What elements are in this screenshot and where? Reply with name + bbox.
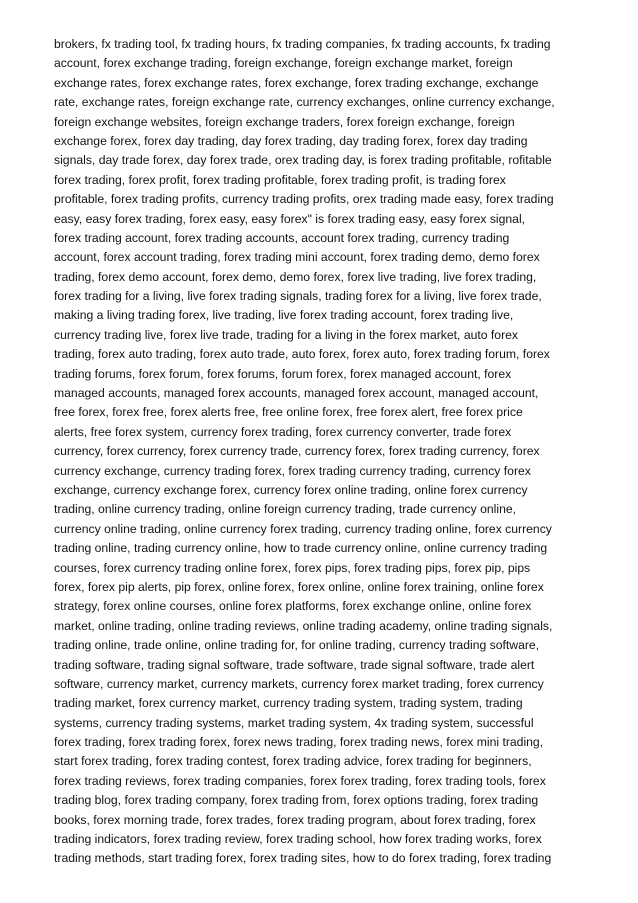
text-line: trading blog, forex trading company, forex trading from, forex options trading, forex trading (54, 793, 539, 808)
text-line: account, forex account trading, forex trading mini account, forex trading demo, demo forex (54, 250, 540, 265)
text-line: currency, forex currency, forex currency trade, currency forex, forex trading currency, forex (54, 444, 540, 459)
text-line: signals, day trade forex, day forex trade, orex trading day, is forex trading profitable, rofitable (54, 153, 552, 168)
text-line: exchange forex, forex day trading, day forex trading, day trading forex, forex day trading (54, 133, 528, 148)
keyword-paragraph (54, 35, 614, 869)
text-line: currency trading live, forex live trade, trading for a living in the forex market, auto forex (54, 327, 519, 342)
text-line: foreign exchange websites, foreign exchange traders, forex foreign exchange, foreign (54, 114, 515, 129)
text-line: currency online trading, online currency forex trading, currency trading online, forex currency (54, 521, 552, 536)
text-line: market, online trading, online trading reviews, online trading academy, online trading signals, (54, 618, 553, 633)
text-line: rate, exchange rates, foreign exchange rate, currency exchanges, online currency exchange, (54, 95, 555, 110)
text-line: trading online, trading currency online, how to trade currency online, online currency trading (54, 541, 548, 556)
text-line: trading indicators, forex trading review, forex trading school, how forex trading works, forex (54, 832, 542, 847)
text-line: brokers, fx trading tool, fx trading hours, fx trading companies, fx trading accounts, fx trading (54, 37, 551, 51)
text-line: currency exchange, currency trading forex, forex trading currency trading, currency forex (54, 463, 531, 478)
text-line: forex trading reviews, forex trading companies, forex forex trading, forex trading tools, forex (54, 773, 546, 788)
text-line: forex trading account, forex trading accounts, account forex trading, currency trading (54, 230, 510, 245)
text-line: forex trading for a living, live forex trading signals, trading forex for a living, live forex trade, (54, 289, 542, 304)
text-line: start forex trading, forex trading contest, forex trading advice, forex trading for beginners, (54, 754, 532, 769)
text-line: exchange, currency exchange forex, currency forex online trading, online forex currency (54, 482, 528, 497)
text-line: trading methods, start trading forex, forex trading sites, how to do forex trading, forex trading (54, 851, 552, 866)
text-line: account, forex exchange trading, foreign exchange, foreign exchange market, foreign (54, 56, 513, 71)
text-line: free forex, forex free, forex alerts free, free online forex, free forex alert, free forex price (54, 405, 523, 420)
text-line: easy, easy forex trading, forex easy, easy forex" is forex trading easy, easy forex signal, (54, 211, 526, 226)
text-line: making a living trading forex, live trading, live forex trading account, forex trading live, (54, 308, 514, 323)
text-line: trading, forex auto trading, forex auto trade, auto forex, forex auto, forex trading forum, forex (54, 347, 550, 362)
text-line: exchange rates, forex exchange rates, forex exchange, forex trading exchange, exchange (54, 75, 539, 90)
text-line: courses, forex currency trading online forex, forex pips, forex trading pips, forex pip, pips (54, 560, 531, 575)
text-line: trading forums, forex forum, forex forums, forum forex, forex managed account, forex (54, 366, 512, 381)
text-line: systems, currency trading systems, market trading system, 4x trading system, successful (54, 715, 534, 730)
text-line: alerts, free forex system, currency forex trading, forex currency converter, trade forex (54, 424, 512, 439)
text-line: trading, online currency trading, online foreign currency trading, trade currency online, (54, 502, 517, 517)
text-line: software, currency market, currency markets, currency forex market trading, forex currency (54, 676, 544, 691)
text-line: books, forex morning trade, forex trades, forex trading program, about forex trading, forex (54, 812, 536, 827)
text-line: forex trading, forex profit, forex trading profitable, forex trading profit, is trading forex (54, 172, 506, 187)
text-line: trading online, trade online, online trading for, for online trading, currency trading software, (54, 638, 540, 653)
text-line: forex trading, forex trading forex, forex news trading, forex trading news, forex mini trading, (54, 735, 544, 750)
text-line: strategy, forex online courses, online forex platforms, forex exchange online, online forex (54, 599, 532, 614)
text-line: trading, forex demo account, forex demo, demo forex, forex live trading, live forex trading, (54, 269, 537, 284)
text-line: trading software, trading signal software, trade software, trade signal software, trade alert (54, 657, 535, 672)
text-line: trading market, forex currency market, currency trading system, trading system, trading (54, 696, 523, 711)
text-line: forex, forex pip alerts, pip forex, online forex, forex online, online forex training, online forex (54, 579, 544, 594)
text-line: managed accounts, managed forex accounts, managed forex account, managed account, (54, 386, 539, 401)
text-line: profitable, forex trading profits, currency trading profits, orex trading made easy, forex trading (54, 192, 554, 207)
